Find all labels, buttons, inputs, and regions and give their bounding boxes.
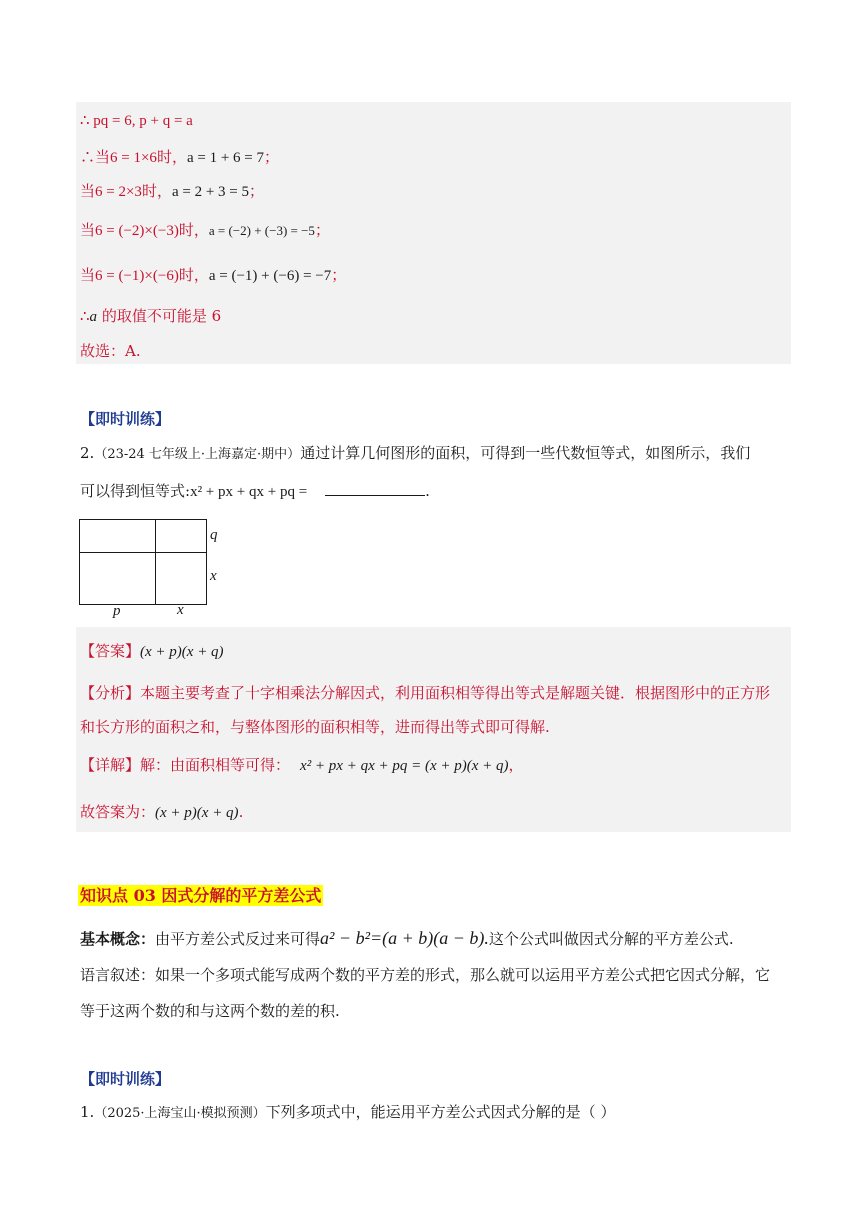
analysis-line-2 [80,716,550,737]
answer-tag: 【答案】 [80,642,141,660]
question-2-line-2 [80,480,430,501]
solution-line-3 [80,180,264,201]
final-text: 故答案为： [80,803,156,821]
analysis-text: 本题主要考查了十字相乘法分解因式，利用面积相等得出等式是解题关键．根据图形中的正方形 [140,684,771,702]
solution-line-6 [80,305,221,326]
case-label: 当 [80,266,96,284]
choice-text: 故选：A. [80,342,141,360]
rect-pq [79,519,156,553]
case-end: ； [331,266,347,284]
question-2-line-1 [80,442,750,463]
question-source: （23-24 七年级上·上海嘉定·期中） [94,447,301,462]
training-heading-2: 【即时训练】 [80,1070,171,1088]
answer-blank[interactable] [325,481,425,496]
figure-label-p: p [113,603,121,619]
concept-tag: 基本概念： [80,930,156,948]
case-end: ； [249,182,265,200]
description-line-2: 等于这两个数的和与这两个数的差的积. [80,1002,340,1020]
detail-math: x² + px + qx + pq = (x + p)(x + q) [300,758,509,774]
case-math: 6 = 2×3 [95,184,142,200]
question-1-line [80,1101,615,1122]
solution-line-7 [80,340,141,361]
conclusion-text: 的取值不可能是 6 [97,307,222,325]
case-end: ； [264,148,280,166]
analysis-tag: 【分析】 [80,684,141,702]
question-end: . [425,482,430,500]
answer-line [80,640,224,661]
case-when: 时， [178,221,209,239]
rect-px [79,552,156,605]
question-text: 下列多项式中，能运用平方差公式因式分解的是（ ） [265,1103,616,1121]
case-result: a = (−1) + (−6) = −7 [208,268,332,284]
training-heading-1: 【即时训练】 [80,410,171,428]
answer-math: (x + p)(x + q) [140,644,224,660]
case-label: 当 [80,221,96,239]
area-figure [79,519,207,605]
final-math: (x + p)(x + q) [155,805,239,821]
therefore-pq: ∴ pq = 6, p + q = a [80,113,193,129]
rect-xq [155,519,207,553]
concept-math: a² − b²=(a + b)(a − b). [320,928,489,948]
therefore-symbol: ∴ [80,307,90,325]
case-end: ； [314,221,330,239]
question-text: 通过计算几何图形的面积，可得到一些代数恒等式，如图所示，我们 [300,444,751,462]
knowledge-title-text: 知识点 03 因式分解的平方差公式 [80,886,322,905]
case-result: a = 2 + 3 = 5 [171,184,249,200]
solution-line-1 [80,111,193,130]
case-math: 6 = (−1)×(−6) [95,268,179,284]
final-end: . [238,803,244,821]
case-result: a = 1 + 6 = 7 [186,150,264,166]
final-answer-line [80,801,243,822]
case-math: 6 = (−2)×(−3) [95,223,179,239]
figure-label-q: q [210,527,218,543]
figure-label-x-right: x [210,568,217,584]
solution-line-2 [80,146,279,167]
case-label: 当 [80,182,96,200]
description-line-1: 语言叙述：如果一个多项式能写成两个数的平方差的形式，那么就可以运用平方差公式把它因式分解，它 [80,966,771,984]
detail-tag: 【详解】 [80,756,141,774]
question-source: （2025·上海宝山·模拟预测） [94,1106,266,1121]
question-number: 2. [80,444,95,462]
detail-text: 解：由面积相等可得： [140,756,291,774]
solution-line-5 [80,264,346,285]
case-label: ∴当 [80,148,111,166]
analysis-line-1 [80,682,770,703]
case-when: 时， [156,148,187,166]
case-when: 时， [141,182,172,200]
figure-label-x-bottom: x [177,602,184,618]
question-number: 1. [80,1103,95,1121]
case-math: 6 = 1×6 [110,150,157,166]
detail-end: ， [508,756,524,774]
detail-line [80,754,524,775]
question-text: 可以得到恒等式: [80,482,191,500]
analysis-text: 和长方形的面积之和，与整体图形的面积相等，进而得出等式即可得解. [80,718,550,736]
concept-end: 这个公式叫做因式分解的平方差公式. [488,930,734,948]
concept-text: 由平方差公式反过来可得 [155,930,321,948]
variable-a: a [89,309,98,325]
knowledge-title [78,883,323,906]
concept-line [80,928,734,949]
question-formula: x² + px + qx + pq = [190,484,308,500]
case-when: 时， [178,266,209,284]
square-xx [155,552,207,605]
case-result: a = (−2) + (−3) = −5 [208,223,315,238]
solution-line-4 [80,219,330,240]
